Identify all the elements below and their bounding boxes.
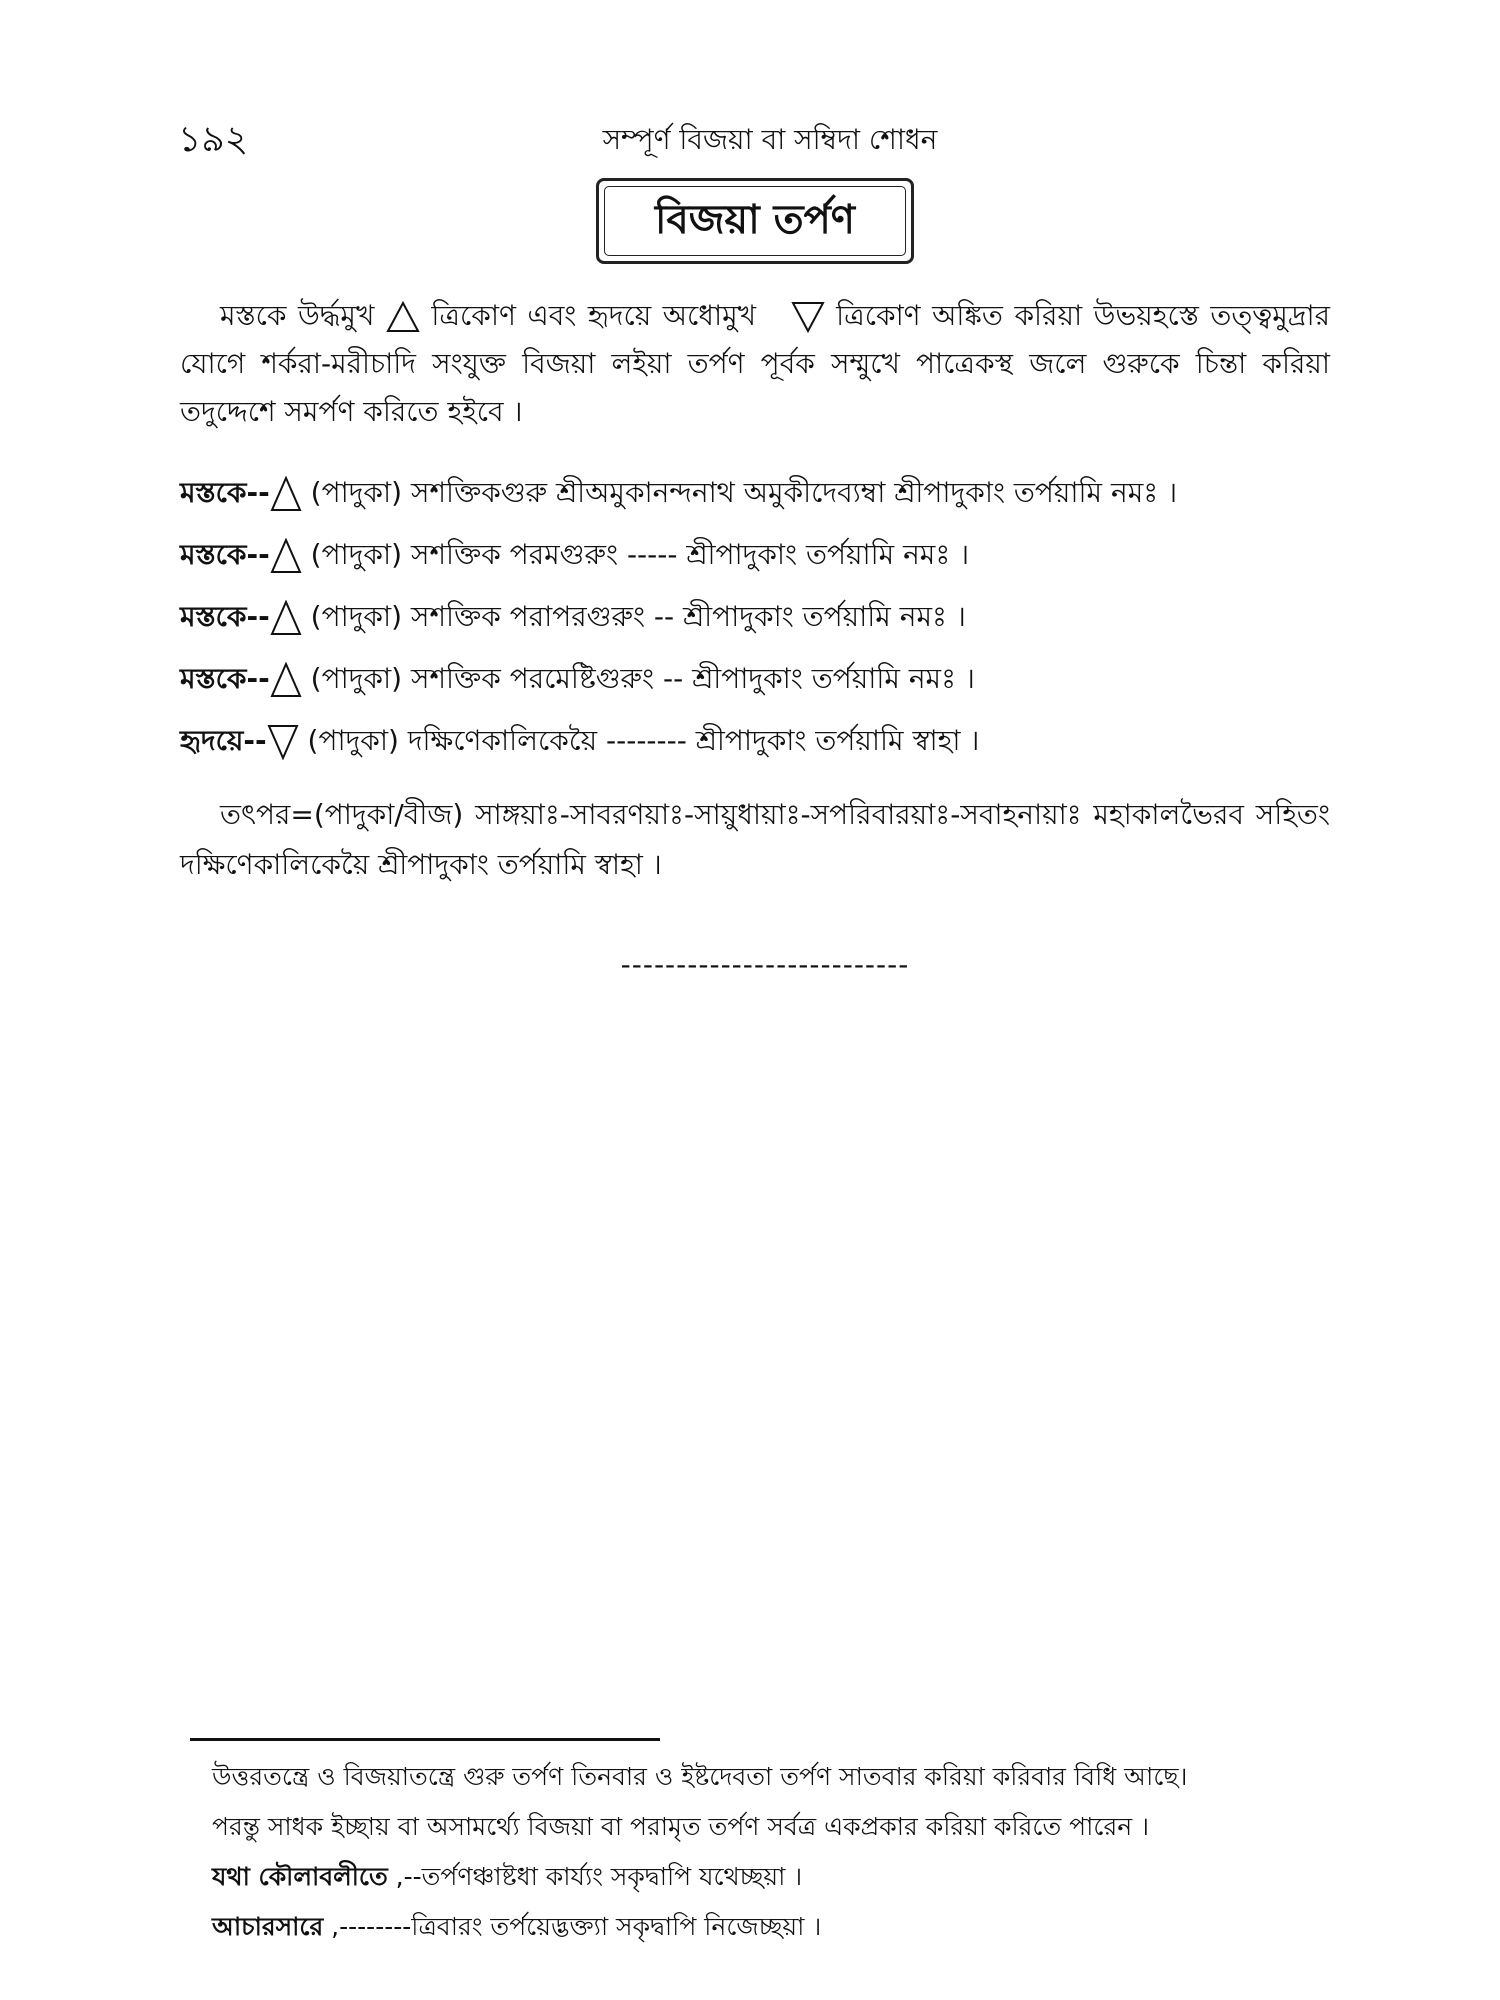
mantra-line	[180, 648, 1330, 710]
title-box	[596, 178, 914, 264]
footnotes	[212, 1752, 1332, 1952]
mantra-line	[180, 586, 1330, 648]
intro-text-3: ত্রিকোণ অঙ্কিত করিয়া উভয়হস্তে তত্ত্বমুদ্রার যোগে শর্করা-মরীচাদি সংযুক্ত বিজয়া লইয়া তর্পণ পূর্বক সম্মুখে পাত্রেকস্থ জলে গুরুকে চিন্তা করিয়া তদুদ্দেশে সমর্পণ করিতে হইবে ।	[180, 299, 1330, 428]
mantra-text: (পাদুকা) সশক্তিক পরাপরগুরুং -- শ্রীপাদুকাং তর্পয়ামি নমঃ ।	[310, 600, 966, 633]
intro-text-2: ত্রিকোণ এবং হৃদয়ে অধোমুখ	[431, 299, 757, 332]
mantra-text: (পাদুকা) সশক্তিক পরমেষ্টিগুরুং -- শ্রীপাদুকাং তর্পয়ামি নমঃ ।	[310, 662, 975, 695]
mantra-text: (পাদুকা) দক্ষিণেকালিকেয়ৈ -------- শ্রীপাদুকাং তর্পয়ামি স্বাহা ।	[307, 724, 980, 757]
mantra-text: (পাদুকা) সশক্তিকগুরু শ্রীঅমুকানন্দনাথ অমুকীদেব্যম্বা শ্রীপাদুকাং তর্পয়ামি নমঃ ।	[310, 476, 1178, 509]
footnote-source-label: আচারসারে	[212, 1912, 324, 1941]
triangle-up-icon	[386, 301, 420, 333]
footnote-line	[212, 1902, 1332, 1952]
mantra-prefix: মস্তকে--	[180, 662, 270, 695]
footnote-line	[212, 1852, 1332, 1902]
triangle-up-icon	[270, 476, 302, 512]
footnote-quote: ,--------ত্রিবারং তর্পয়েদ্ভক্ত্যা সকৃদ্বাপি নিজেচ্ছয়া ।	[331, 1912, 822, 1941]
mantra-line	[180, 462, 1330, 524]
intro-text-1: মস্তকে উর্দ্ধমুখ	[220, 299, 375, 332]
mantra-prefix: মস্তকে--	[180, 476, 270, 509]
triangle-up-icon	[270, 538, 302, 574]
closing-paragraph	[180, 790, 1330, 890]
end-separator: --------------------------	[620, 948, 910, 981]
mantra-line	[180, 524, 1330, 586]
footnote-source-label: যথা কৌলাবলীতে	[212, 1862, 388, 1891]
mantra-line	[180, 710, 1330, 772]
mantra-prefix: মস্তকে--	[180, 538, 270, 571]
mantra-prefix: হৃদয়ে--	[180, 724, 267, 757]
mantra-prefix: মস্তকে--	[180, 600, 270, 633]
running-title: সম্পূর্ণ বিজয়া বা সম্বিদা শোধন	[602, 123, 938, 156]
mantra-text: (পাদুকা) সশক্তিক পরমগুরুং ----- শ্রীপাদুকাং তর্পয়ামি নমঃ ।	[310, 538, 970, 571]
footnote-divider	[190, 1738, 660, 1741]
triangle-up-icon	[270, 600, 302, 636]
footnote-line: উত্তরতন্ত্রে ও বিজয়াতন্ত্রে গুরু তর্পণ তিনবার ও ইষ্টদেবতা তর্পণ সাতবার করিয়া করিবার বিধি আছে।	[212, 1762, 1188, 1791]
page-number: ১৯২	[178, 119, 249, 160]
triangle-up-icon	[270, 662, 302, 698]
page-title: বিজয়া তর্পণ	[604, 186, 906, 256]
mantra-list	[180, 462, 1330, 772]
triangle-down-icon	[267, 724, 299, 760]
triangle-down-icon	[791, 301, 825, 333]
intro-paragraph	[180, 292, 1330, 436]
closing-text: তৎপর=(পাদুকা/বীজ) সাঙ্গয়াঃ-সাবরণয়াঃ-সায়ুধায়াঃ-সপরিবারয়াঃ-সবাহনায়াঃ মহাকালভৈরব সহিতং দক্ষিণেকালিকেয়ৈ শ্রীপাদুকাং তর্পয়ামি স্বাহা ।	[180, 798, 1330, 881]
footnote-line: পরন্তু সাধক ইচ্ছায় বা অসামর্থ্যে বিজয়া বা পরামৃত তর্পণ সর্বত্র একপ্রকার করিয়া করিতে পারেন ।	[212, 1812, 1150, 1841]
footnote-quote: ,--তর্পণঞ্চাষ্টধা কার্য্যং সকৃদ্বাপি যথেচ্ছয়া ।	[395, 1862, 803, 1891]
